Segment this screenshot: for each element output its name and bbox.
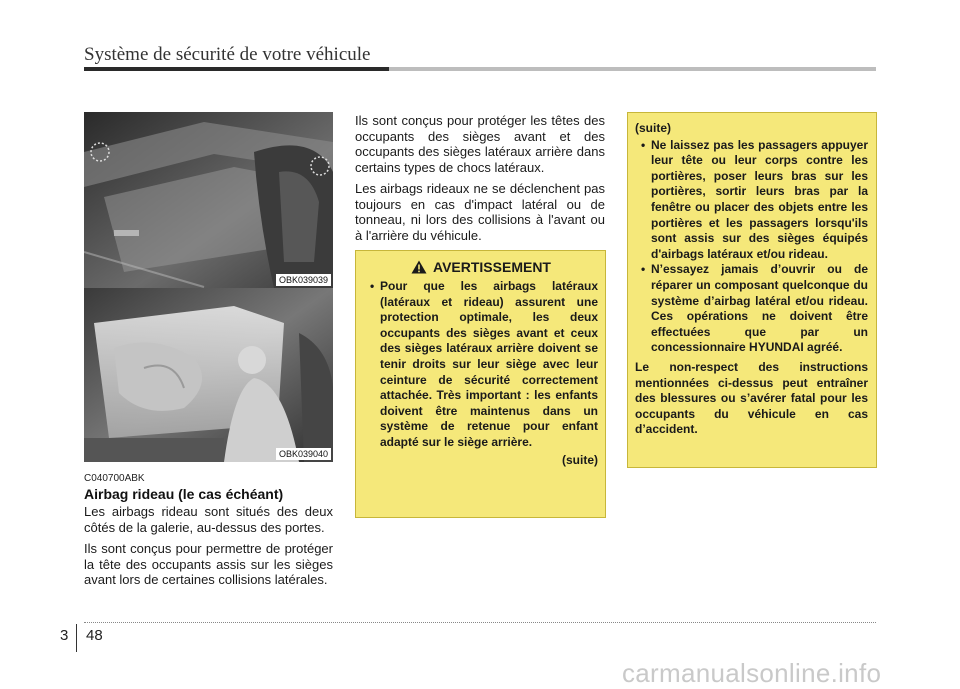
page-header-title: Système de sécurité de votre véhicule — [84, 44, 371, 65]
warning-item: • Pour que les airbags latéraux (latéraux et rideau) assurent une protection optimale, les deux occupants des sièges avant et ceux des sièges latéraux arrière doivent se tenir droits sur leur siège avec leur ceinture de sécurité correctement attachée. Très important : les enfants doivent être maintenus dans un système de retenue pour enfant adapté sur le siège arrière. — [364, 279, 598, 451]
warning-triangle-icon — [411, 260, 427, 274]
vehicle-interior-curtain-airbag-deployed-icon — [84, 288, 333, 462]
page-number: 48 — [86, 627, 103, 644]
figure-code: OBK039040 — [276, 448, 331, 460]
figure-code: OBK039039 — [276, 274, 331, 286]
warning-list — [635, 138, 868, 356]
warning-item: • Ne laissez pas les passagers appuyer leur tête ou leur corps contre les portières, poser leurs bras sur les portières, sortir leurs bras par la fenêtre ou placer des objets entre les portières et les passagers lorsqu'ils sont assis sur des sièges équipés d'airbags latéraux et/ou rideau. — [635, 138, 868, 263]
body-column-1 — [84, 504, 333, 594]
warning-list — [364, 279, 598, 451]
body-paragraph: Ils sont conçus pour protéger les têtes des occupants des sièges avant et des occupants des sièges latéraux arrière dans certains types de chocs latéraux. — [355, 113, 605, 175]
warning-box — [355, 250, 606, 518]
continued-label: (suite) — [635, 121, 671, 135]
body-column-2 — [355, 113, 605, 249]
body-paragraph: Les airbags rideau sont situés des deux côtés de la galerie, au-dessus des portes. — [84, 504, 333, 535]
section-heading: Airbag rideau (le cas échéant) — [84, 486, 284, 502]
warning-closing: Le non-respect des instructions mentionnées ci-dessus peut entraîner des blessures ou s’avérer fatal pour les occupants du véhicule en cas d’accident. — [635, 359, 868, 437]
section-code: C040700ABK — [84, 473, 145, 484]
page-divider — [76, 624, 77, 652]
warning-continued-box — [627, 112, 877, 468]
body-paragraph: Ils sont conçus pour permettre de protéger la tête des occupants assis sur les sièges avant lors de certaines collisions latérales. — [84, 541, 333, 587]
header-rule — [84, 67, 876, 71]
vehicle-interior-curtain-airbag-stowed-icon — [84, 112, 333, 288]
figure-airbag-deployed — [84, 288, 333, 462]
continued-label: (suite) — [562, 452, 598, 467]
warning-item: • N’essayez jamais d’ouvrir ou de réparer un composant quelconque du système d’airbag latéral et/ou rideau. Ces opérations ne doivent être effectuées que par un concessionnaire HYUNDAI agréé. — [635, 262, 868, 356]
figure-airbag-stowed — [84, 112, 333, 288]
warning-title — [364, 259, 598, 275]
footer-rule — [84, 622, 876, 623]
body-paragraph: Les airbags rideaux ne se déclenchent pas toujours en cas d'impact latéral ou de tonneau, ni lors des collisions à l'avant ou à l'arrière du véhicule. — [355, 181, 605, 243]
chapter-number: 3 — [60, 627, 69, 644]
warning-title-text: AVERTISSEMENT — [433, 259, 551, 275]
watermark: carmanualsonline.info — [622, 658, 882, 688]
